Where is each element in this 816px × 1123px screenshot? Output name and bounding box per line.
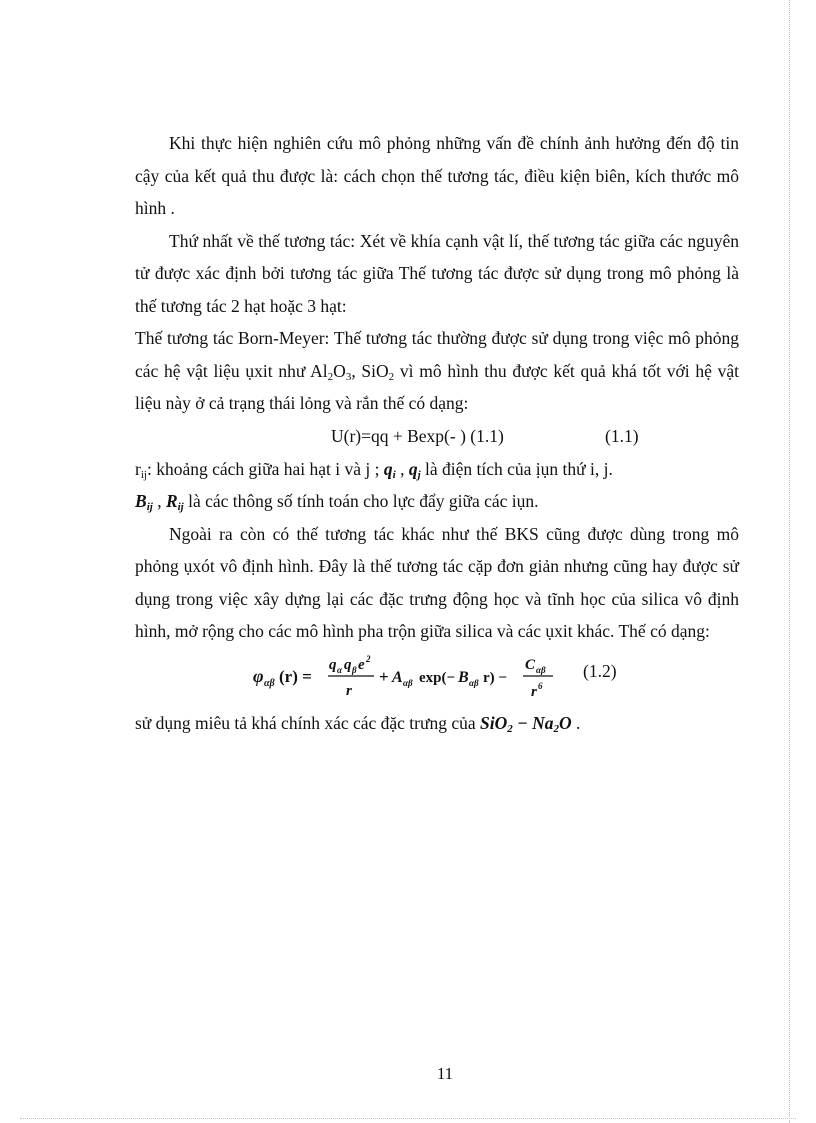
equation-1-1-formula: U(r)=qq + Bexp(- ) (1.1) [331,425,504,446]
equation-1-2 [135,649,739,707]
svg-text:2: 2 [366,654,371,664]
paragraph-bks: Ngoài ra còn có thế tương tác khác như thế BKS cũng được dùng trong mô phỏng ụxót vô định hình. Đây là thế tương tác cặp đơn giản nhưng cũng hay được sử dụng trong việc xây dựng lại các đặc trưng động học và tĩnh học của silica vô định hình, mở rộng cho các mô hình pha trộn giữa silica và các ụxit khác. Thế có dạng: [135,523,739,641]
equation-1-2-number: (1.2) [583,660,617,681]
svg-text:r) −: r) − [483,669,507,686]
paragraph-interaction-potential: Thứ nhất về thế tương tác: Xét về khía cạnh vật lí, thế tương tác giữa các nguyên tử được xác định bởi tương tác giữa Thế tương tác được sử dụng trong mô phỏng là thế tương tác 2 hạt hoặc 3 hạt: [135,230,739,316]
equation-1-1 [135,420,739,453]
svg-text:αβ: αβ [264,677,275,689]
page-edge-bottom [20,1118,796,1119]
svg-text:C: C [525,656,536,673]
svg-text:φ: φ [253,665,264,686]
svg-text:(r) =: (r) = [279,666,312,686]
svg-text:B: B [458,668,469,686]
svg-text:β: β [352,664,357,675]
svg-text:q: q [344,656,352,673]
paragraph-sio2-na2o: sử dụng miêu tả khá chính xác các đặc trưng của $SiO_2 - Na_2O$ . [135,712,581,735]
svg-text:αβ: αβ [536,664,546,675]
svg-text:exp(−: exp(− [419,669,456,686]
formula-sio2-na2o: $SiO_2 - Na_2O$ [480,712,572,735]
symbol-bij: $B_{ij}$ [135,491,153,513]
equation-1-2-formula [253,655,573,705]
paragraph-rij-definition: $r_{ij}$: khoảng cách giữa hai hạt i và j ; $q_i$ , $q_j$ là điện tích của ịụn thứ i, j. [135,458,613,481]
symbol-qj: $q_j$ [408,458,421,481]
body-text [135,127,739,739]
svg-text:αβ: αβ [469,677,479,688]
svg-text:α: α [337,664,342,675]
paragraph-born-meyer: Thế tương tác Born-Meyer: Thế tương tác thường được sử dụng trong việc mô phỏng các hệ vật liệu ụxit như $Al_2O_3$, SiO$_2$ vì mô hình thu được kết quả khá tốt với hệ vật liệu này ở cả trạng thái lỏng và rắn thế có dạng: [135,328,739,413]
svg-text:A: A [392,668,403,686]
svg-text:αβ: αβ [403,677,413,688]
page-number: 11 [436,1064,454,1083]
svg-text:e: e [358,656,365,673]
symbol-rij: $R_{ij}$ [165,491,184,513]
equation-1-1-number: (1.1) [605,425,639,446]
svg-text:+: + [379,666,389,686]
svg-text:r: r [346,682,352,699]
paragraph-intro: Khi thực hiện nghiên cứu mô phỏng những vấn đề chính ảnh hưởng đến độ tin cậy của kết quả thu được là: cách chọn thế tương tác, điều kiện biên, kích thước mô hình . [135,133,739,218]
page-edge-right [789,0,790,1123]
paragraph-bij-definition: $B_{ij}$ , $R_{ij}$ là các thông số tính toán cho lực đẩy giữa các iụn. [135,491,539,513]
symbol-qi: $q_i$ [383,458,396,481]
svg-text:r: r [531,683,537,700]
svg-text:q: q [329,656,337,673]
svg-text:6: 6 [538,680,543,691]
